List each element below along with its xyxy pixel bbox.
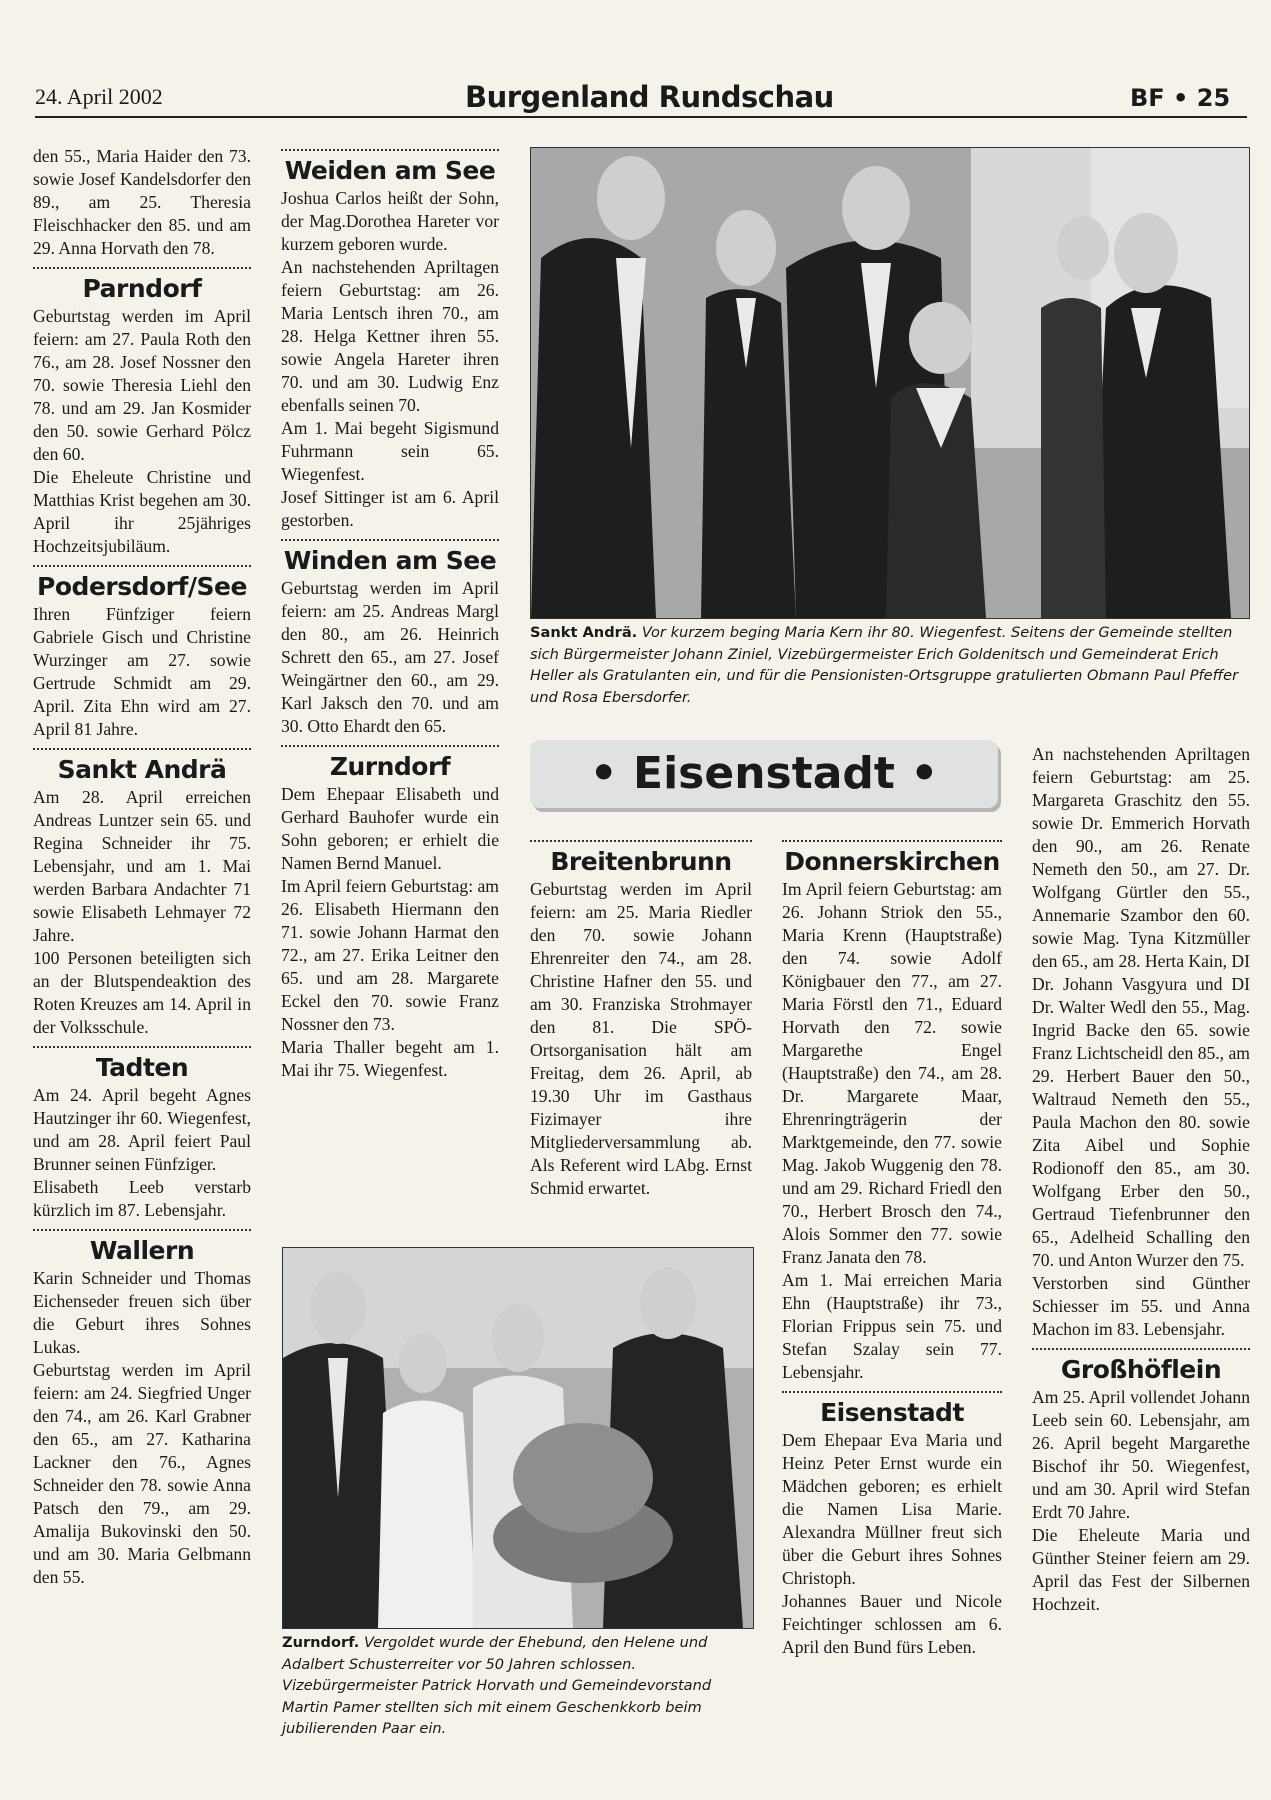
paragraph: Geburtstag werden im April feiern: am 24. Siegfried Unger den 74., am 26. Karl Grabner den 65., am 27. Katharina Lackner den 76., Agnes Schneider den 78. sowie Anna Patsch den 79., am 29. Amalija Bukovinski den 50. und am 30. Maria Gelbmann den 55. <box>33 1360 251 1587</box>
paragraph: Im April feiern Geburtstag: am 26. Elisabeth Hiermann den 71. sowie Johann Harmat den 72., am 27. Erika Leitner den 65. und am 28. Margarete Eckel den 70. sowie Franz Nossner den 73. <box>281 876 499 1034</box>
heading-parndorf: Parndorf <box>82 274 202 303</box>
paragraph: Geburtstag werden im April feiern: am 25. Andreas Margl den 80., am 26. Heinrich Schrett den 65., am 27. Josef Weingärtner den 60., am 29. Karl Jaksch den 70. und am 30. Otto Ehardt den 65. <box>281 578 499 736</box>
heading-wallern: Wallern <box>89 1236 195 1265</box>
paragraph: Joshua Carlos heißt der Sohn, der Mag.Dorothea Hareter vor kurzem geboren wurde. <box>281 188 499 254</box>
divider <box>33 267 251 269</box>
paragraph: Geburtstag werden im April feiern: am 25. Maria Riedler den 70. sowie Johann Ehrenreiter den 74., am 28. Christine Hafner den 55. und am 30. Franziska Strohmayer den 81. Die SPÖ-Ortsorganisation hält am Freitag, dem 26. April, ab 19.30 Uhr im Gasthaus Fizimayer ihre Mitgliederversammlung ab. Als Referent wird LAbg. Ernst Schmid erwartet. <box>530 879 752 1198</box>
paragraph: 100 Personen beteiligten sich an der Blutspendeaktion des Roten Kreuzes am 14. April in der Volksschule. <box>33 948 251 1037</box>
divider <box>33 565 251 567</box>
heading-podersdorf: Podersdorf/See <box>37 572 247 601</box>
paragraph: Am 1. Mai begeht Sigismund Fuhrmann sein 65. Wiegenfest. <box>281 418 499 484</box>
photo-caption-sankt-andrae <box>530 622 1248 708</box>
divider <box>281 745 499 747</box>
paragraph: An nachstehenden Apriltagen feiern Geburtstag: am 26. Maria Lentsch ihren 70., am 28. Helga Kettner ihren 55. sowie Angela Hareter ihren 70. und am 30. Ludwig Enz ebenfalls seinen 70. <box>281 257 499 415</box>
heading-sankt-andrae: Sankt Andrä <box>57 755 227 784</box>
divider <box>33 1046 251 1048</box>
heading-breitenbrunn: Breitenbrunn <box>550 847 732 876</box>
photo-zurndorf <box>282 1247 754 1629</box>
paragraph: Am 1. Mai erreichen Maria Ehn (Hauptstraße) ihr 73., Florian Frippus sein 75. und Stefan Szalay sein 77. Lebensjahr. <box>782 1270 1002 1382</box>
photo-sankt-andrae <box>530 147 1250 619</box>
divider <box>782 1391 1002 1393</box>
heading-eisenstadt: Eisenstadt <box>820 1398 964 1427</box>
divider <box>281 539 499 541</box>
newspaper-title: Burgenland Rundschau <box>465 80 834 114</box>
article-continuation: den 55., Maria Haider den 73. sowie Josef Kandelsdorfer den 89., am 25. Theresia Fleischhacker den 85. und am 29. Anna Horvath den 78. <box>33 146 251 258</box>
paragraph: Johannes Bauer und Nicole Feichtinger schlossen am 6. April den Bund fürs Leben. <box>782 1591 1002 1657</box>
paragraph: Dem Ehepaar Elisabeth und Gerhard Bauhofer wurde ein Sohn geboren; er erhielt die Namen Bernd Manuel. <box>281 784 499 873</box>
column-3 <box>530 833 752 1200</box>
paragraph: Geburtstag werden im April feiern: am 27. Paula Roth den 76., am 28. Josef Nossner den 70. sowie Theresia Liehl den 78. und am 29. Jan Kosmider den 50. sowie Gerhard Pölcz den 60. <box>33 306 251 464</box>
photo-sankt-andrae-image <box>531 148 1249 618</box>
paragraph: Ihren Fünfziger feiern Gabriele Gisch und Christine Wurzinger am 27. sowie Gertrude Schmidt am 29. April. Zita Ehn wird am 27. April 81 Jahre. <box>33 604 251 739</box>
paragraph: Elisabeth Leeb verstarb kürzlich im 87. Lebensjahr. <box>33 1177 251 1220</box>
heading-weiden-am-see: Weiden am See <box>284 156 496 185</box>
paragraph: Im April feiern Geburtstag: am 26. Johann Striok den 55., Maria Krenn (Hauptstraße) den 74. sowie Adolf Königbauer den 77., am 27. Maria Förstl den 71., Eduard Horvath den 72. sowie Margarethe Engel (Hauptstraße) den 74., am 28. Dr. Margarete Maar, Ehrenringträgerin der Marktgemeinde, den 77. sowie Mag. Jakob Wuggenig den 78. und am 29. Richard Friedl den 70., Herbert Brosch den 74., Alois Sommer den 77. sowie Franz Janata den 78. <box>782 879 1002 1267</box>
column-1 <box>33 145 251 1589</box>
paragraph: Karin Schneider und Thomas Eichenseder freuen sich über die Geburt ihres Sohnes Lukas. <box>33 1268 251 1357</box>
photo-zurndorf-image <box>283 1248 753 1628</box>
caption-text: Vergoldet wurde der Ehebund, den Helene und Adalbert Schusterreiter vor 50 Jahren schlossen. Vizebürgermeister Patrick Horvath und Gemeindevorstand Martin Pamer stellten sich mit einem Geschenkkorb beim jubilierenden Paar ein. <box>282 1634 712 1737</box>
heading-zurndorf: Zurndorf <box>329 752 451 781</box>
photo-caption-zurndorf <box>282 1632 752 1740</box>
divider <box>33 748 251 750</box>
heading-grosshoeflein: Großhöflein <box>1060 1355 1222 1384</box>
divider <box>1032 1348 1250 1350</box>
divider <box>33 1229 251 1231</box>
column-4 <box>782 833 1002 1659</box>
column-5 <box>1032 743 1250 1616</box>
paragraph: Am 28. April erreichen Andreas Luntzer sein 65. und Regina Schneider ihr 75. Lebensjahr, und am 1. Mai werden Barbara Andachter 71 sowie Elisabeth Lehmayer 72 Jahre. <box>33 787 251 945</box>
caption-text: Vor kurzem beging Maria Kern ihr 80. Wiegenfest. Seitens der Gemeinde stellten sich Bürgermeister Johann Ziniel, Vizebürgermeister Erich Goldenitsch und Gemeinderat Erich Heller als Gratulanten ein, und für die Pensionisten-Ortsgruppe gratulierten Obmann Paul Pfeffer und Rosa Ebersdorfer. <box>530 624 1239 706</box>
caption-place: Sankt Andrä. <box>530 624 638 641</box>
paragraph: Verstorben sind Günther Schiesser im 55. und Anna Machon im 83. Lebensjahr. <box>1032 1273 1250 1339</box>
divider <box>782 840 1002 842</box>
paragraph: Die Eheleute Christine und Matthias Krist begehen am 30. April ihr 25jähriges Hochzeitsjubiläum. <box>33 467 251 556</box>
column-2 <box>281 145 499 1082</box>
section-banner-eisenstadt: • Eisenstadt • <box>530 740 998 808</box>
issue-date: 24. April 2002 <box>35 84 163 109</box>
paragraph: Josef Sittinger ist am 6. April gestorben. <box>281 487 499 530</box>
heading-winden-am-see: Winden am See <box>283 546 497 575</box>
heading-donnerskirchen: Donnerskirchen <box>784 847 1000 876</box>
paragraph: Am 25. April vollendet Johann Leeb sein 60. Lebensjahr, am 26. April begeht Margarethe Bischof ihr 50. Wiegenfest, und am 30. April wird Stefan Erdt 70 Jahre. <box>1032 1387 1250 1522</box>
paragraph: Dem Ehepaar Eva Maria und Heinz Peter Ernst wurde ein Mädchen geboren; es erhielt die Namen Lisa Marie. Alexandra Müllner freut sich über die Geburt ihres Sohnes Christoph. <box>782 1430 1002 1588</box>
header-rule <box>35 116 1247 118</box>
paragraph: Maria Thaller begeht am 1. Mai ihr 75. Wiegenfest. <box>281 1037 499 1080</box>
paragraph: An nachstehenden Apriltagen feiern Geburtstag: am 25. Margareta Graschitz den 55. sowie Dr. Emmerich Horvath den 90., am 26. Renate Nemeth den 50., am 27. Dr. Wolfgang Gürtler den 55., Annemarie Szambor den 60. sowie Mag. Tyna Kitzmüller den 65., am 28. Herta Kain, DI Dr. Johann Vasgyura und DI Dr. Walter Wedl den 55., Mag. Ingrid Backe den 65. sowie Franz Lichtscheidl den 85., am 29. Herbert Bauer den 50., Waltraud Nemeth den 55., Paula Machon den 80. sowie Zita Aibel und Sophie Rodionoff den 85., am 30. Wolfgang Erber den 50., Gertraud Tiefenbrunner den 65., Adelheid Schalling den 70. und Anton Wurzer den 75. <box>1032 744 1250 1270</box>
divider <box>281 149 499 151</box>
divider <box>530 840 752 842</box>
caption-place: Zurndorf. <box>282 1634 360 1651</box>
heading-tadten: Tadten <box>95 1053 189 1082</box>
page-number: BF • 25 <box>1130 84 1231 112</box>
paragraph: Die Eheleute Maria und Günther Steiner feiern am 29. April das Fest der Silbernen Hochzeit. <box>1032 1525 1250 1614</box>
paragraph: Am 24. April begeht Agnes Hautzinger ihr 60. Wiegenfest, und am 28. April feiert Paul Brunner seinen Fünfziger. <box>33 1085 251 1174</box>
